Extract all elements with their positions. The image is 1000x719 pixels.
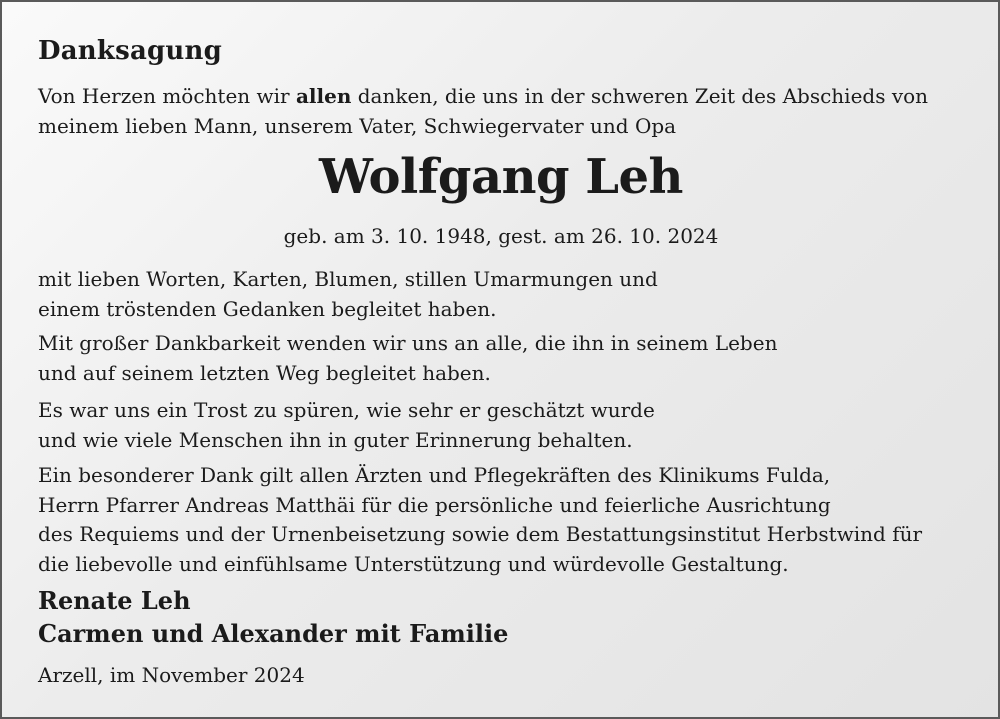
paragraph-line: Ein besonderer Dank gilt allen Ärzten und Pflegekräften des Klinikums Fulda, xyxy=(38,463,831,487)
paragraph-line: und wie viele Menschen ihn in guter Erinnerung behalten. xyxy=(38,427,633,452)
deceased-name: Wolfgang Leh xyxy=(319,149,683,205)
paragraph-line: die liebevolle und einfühlsame Unterstützung und würdevolle Gestaltung. xyxy=(38,551,789,576)
paragraph-line: einem tröstenden Gedanken begleitet haben. xyxy=(38,296,497,321)
intro-line-1-start: Von Herzen möchten wir xyxy=(38,84,296,108)
paragraph-special-thanks xyxy=(38,461,922,579)
signer-name: Carmen und Alexander mit Familie xyxy=(38,619,509,648)
signer-name: Renate Leh xyxy=(38,586,191,615)
intro-emphasis: allen xyxy=(295,84,352,108)
intro-line-1-end: danken, die uns in der schweren Zeit des Abschieds von xyxy=(351,84,929,108)
paragraph-gratitude xyxy=(38,329,777,388)
notice-heading: Danksagung xyxy=(38,36,222,66)
paragraph-line: und auf seinem letzten Weg begleitet haben. xyxy=(38,360,491,385)
intro-line-1 xyxy=(38,82,928,112)
paragraph-line: Es war uns ein Trost zu spüren, wie sehr er geschätzt wurde xyxy=(38,398,655,422)
paragraph-line: mit lieben Worten, Karten, Blumen, stillen Umarmungen und xyxy=(38,267,658,291)
intro-line-2: meinem lieben Mann, unserem Vater, Schwiegervater und Opa xyxy=(38,113,677,138)
place-date: Arzell, im November 2024 xyxy=(38,663,305,687)
paragraph-words-cards xyxy=(38,265,658,324)
paragraph-line: Mit großer Dankbarkeit wenden wir uns an alle, die ihn in seinem Leben xyxy=(38,331,778,355)
intro-paragraph xyxy=(38,82,928,141)
life-dates: geb. am 3. 10. 1948, gest. am 26. 10. 2024 xyxy=(283,224,719,248)
signers xyxy=(38,584,508,650)
paragraph-line: Herrn Pfarrer Andreas Matthäi für die persönliche und feierliche Ausrichtung xyxy=(38,492,831,517)
paragraph-comfort xyxy=(38,396,655,455)
paragraph-line: des Requiems und der Urnenbeisetzung sowie dem Bestattungsinstitut Herbstwind für xyxy=(38,522,923,546)
